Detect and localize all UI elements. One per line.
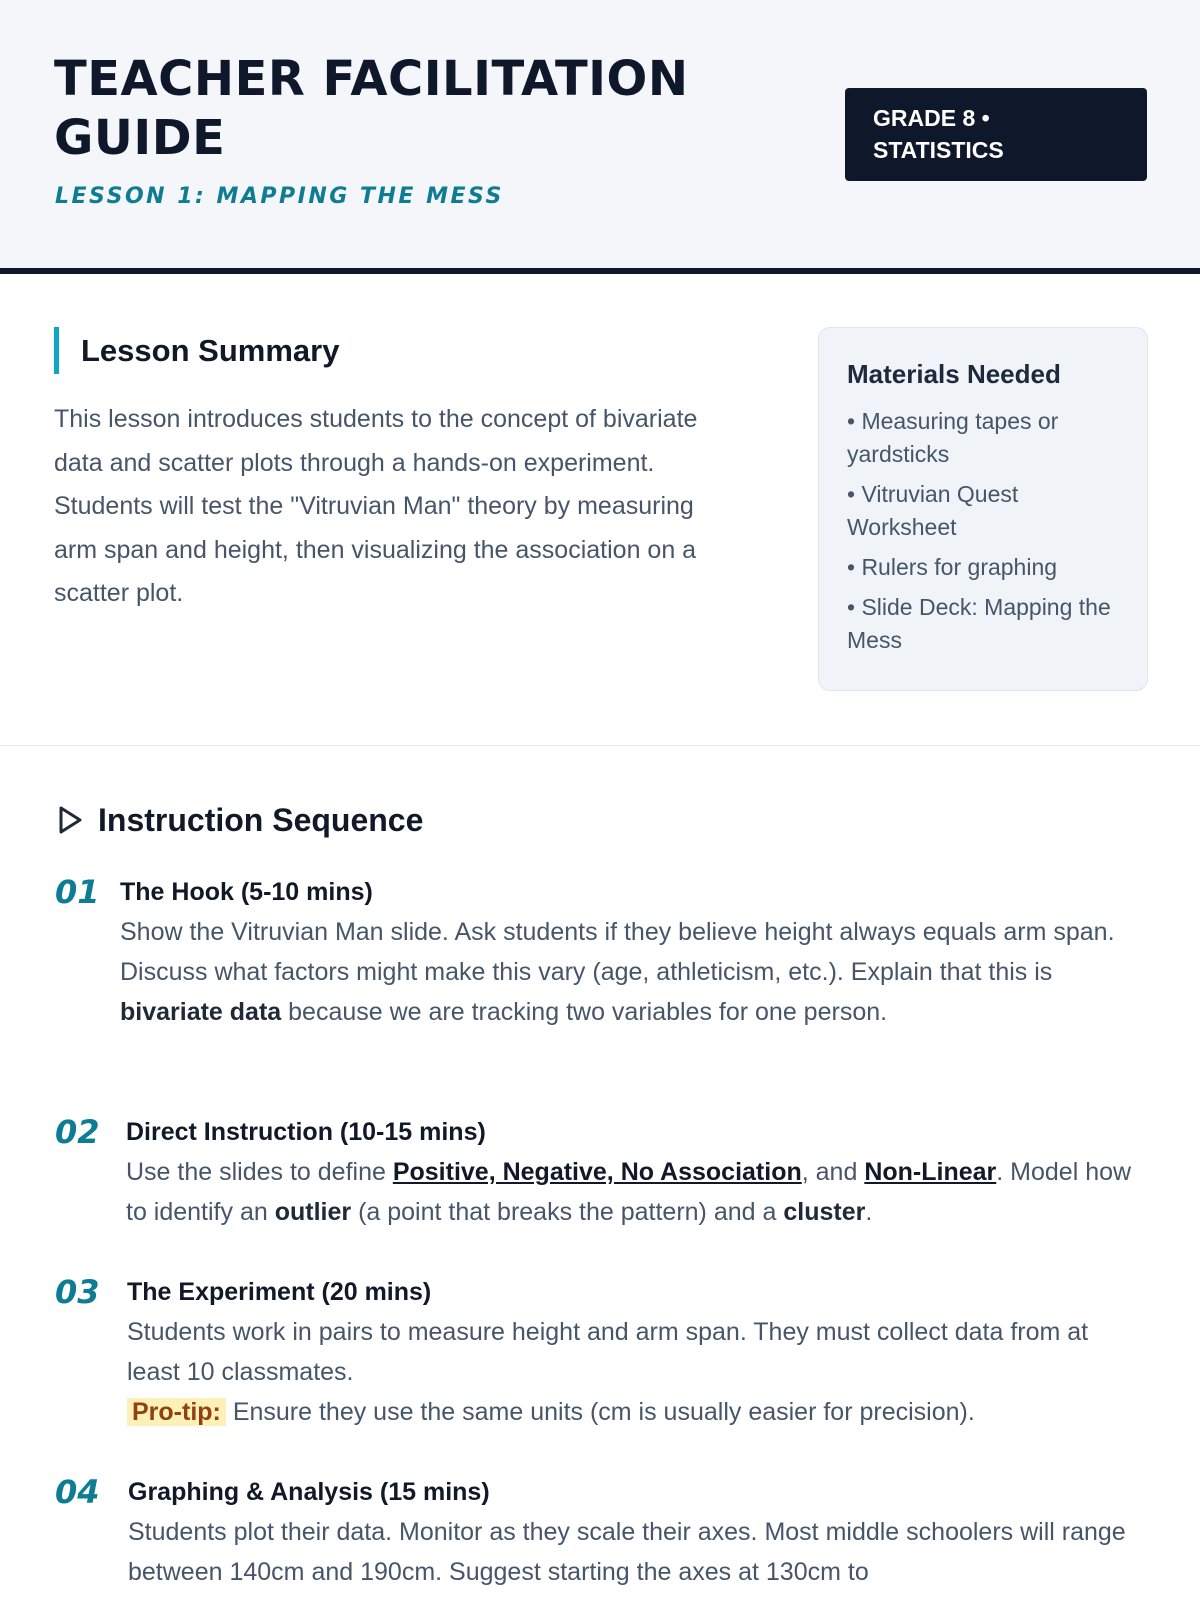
protip-badge: Pro-tip: (127, 1398, 226, 1426)
step-number: 04 (55, 1473, 100, 1511)
materials-item: • Vitruvian Quest Worksheet (847, 481, 1019, 540)
materials-item: • Slide Deck: Mapping the Mess (847, 594, 1111, 653)
page-header (0, 0, 1200, 274)
step-number: 03 (55, 1273, 100, 1311)
step-body (120, 872, 1140, 1032)
lesson-summary-heading: Lesson Summary (54, 327, 339, 374)
step-title: Direct Instruction (10-15 mins) (126, 1118, 486, 1146)
step-text: Show the Vitruvian Man slide. Ask students if they believe height always equals arm span. Discuss what factors might make this vary (age, athleticism, etc.). Explain that this is bivariate data because we are tracking two variables for one person. (120, 918, 1115, 1026)
lesson-subtitle: LESSON 1: MAPPING THE MESS (55, 184, 504, 209)
materials-card (818, 327, 1148, 691)
materials-item: • Rulers for graphing (847, 554, 1058, 580)
step-title: Graphing & Analysis (15 mins) (128, 1478, 490, 1506)
lesson-summary-text: This lesson introduces students to the concept of bivariate data and scatter plots through a hands-on experiment. Students will test the "Vitruvian Man" theory by measuring arm span and height, then visualizing the association on a scatter plot. (54, 405, 698, 607)
step-body (128, 1472, 1148, 1592)
materials-title: Materials Needed (847, 359, 1061, 389)
lesson-summary-section (0, 274, 1200, 746)
play-icon (56, 805, 84, 835)
instruction-heading (56, 800, 423, 840)
materials-item: • Measuring tapes or yardsticks (847, 408, 1059, 467)
step-title: The Experiment (20 mins) (127, 1278, 432, 1306)
materials-list (847, 405, 1121, 657)
step-body (126, 1112, 1146, 1232)
protip-line: Pro-tip: Ensure they use the same units (cm is usually easier for precision). (127, 1392, 1147, 1432)
term-link: Positive, Negative, No Association (392, 1158, 802, 1186)
step-number: 01 (55, 873, 100, 911)
step-text: Use the slides to define Positive, Negative, No Association, and Non-Linear. Model how to identify an outlier (a point that breaks the pattern) and a cluster. (126, 1158, 1132, 1226)
instruction-heading-label: Instruction Sequence (98, 802, 424, 838)
instruction-section (0, 746, 1200, 1600)
page-title: TEACHER FACILITATION GUIDE (54, 51, 689, 166)
step-title: The Hook (5-10 mins) (120, 878, 373, 906)
term-link: Non-Linear (864, 1158, 997, 1186)
grade-badge: GRADE 8 • STATISTICS (845, 88, 1147, 181)
step-number: 02 (55, 1113, 100, 1151)
step-text: Students work in pairs to measure height and arm span. They must collect data from at least 10 classmates. (127, 1318, 1089, 1386)
step-text: Students plot their data. Monitor as they scale their axes. Most middle schoolers will range between 140cm and 190cm. Suggest starting the axes at 130cm to (128, 1518, 1126, 1586)
step-body (127, 1272, 1147, 1432)
